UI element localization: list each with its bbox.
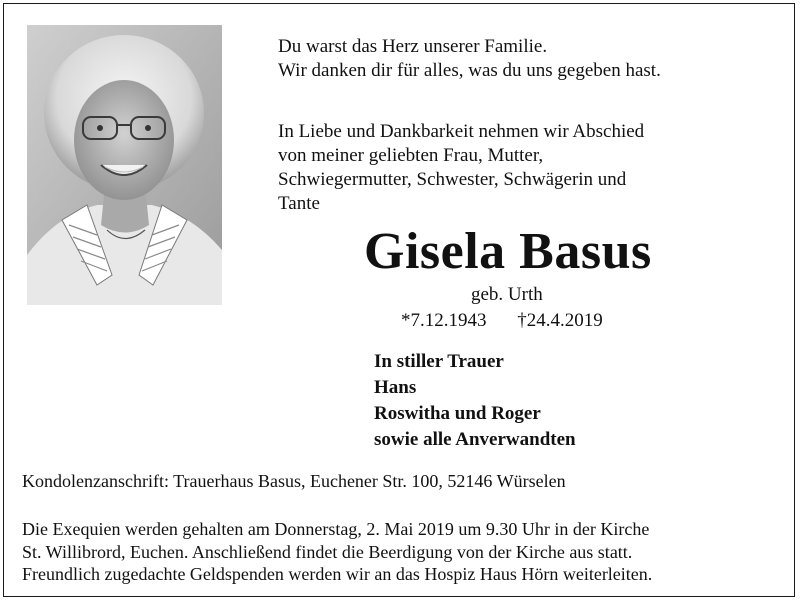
farewell-intro (278, 120, 644, 216)
mourner-line: In stiller Trauer (374, 351, 504, 372)
intro-line: von meiner geliebten Frau, Mutter, (278, 145, 544, 166)
mourner-line: Roswitha und Roger (374, 403, 541, 424)
intro-line: Schwiegermutter, Schwester, Schwägerin und (278, 169, 627, 190)
funeral-line: Freundlich zugedachte Geldspenden werden wir an das Hospiz Haus Hörn weiterleiten. (22, 564, 653, 584)
mourner-line: sowie alle Anverwandten (374, 429, 576, 450)
condolence-address: Kondolenzanschrift: Trauerhaus Basus, Euchener Str. 100, 52146 Würselen (22, 471, 566, 491)
portrait-photo (27, 25, 222, 305)
life-dates (401, 309, 603, 333)
death-date: †24.4.2019 (517, 310, 603, 331)
birth-date: *7.12.1943 (401, 310, 487, 331)
motto-line: Wir danken dir für alles, was du uns gegeben hast. (278, 60, 661, 81)
birth-name: geb. Urth (471, 284, 543, 305)
intro-line: In Liebe und Dankbarkeit nehmen wir Abschied (278, 121, 645, 142)
mourners-list (374, 349, 576, 453)
funeral-details (22, 518, 652, 586)
motto-line: Du warst das Herz unserer Familie. (278, 36, 548, 57)
funeral-line: Die Exequien werden gehalten am Donnerstag, 2. Mai 2019 um 9.30 Uhr in der Kirche (22, 519, 650, 539)
intro-line: Tante (278, 193, 320, 214)
motto-text (278, 35, 661, 83)
funeral-line: St. Willibrord, Euchen. Anschließend findet die Beerdigung von der Kirche aus statt. (22, 541, 633, 562)
mourner-line: Hans (374, 377, 417, 398)
deceased-name: Gisela Basus (364, 223, 652, 280)
